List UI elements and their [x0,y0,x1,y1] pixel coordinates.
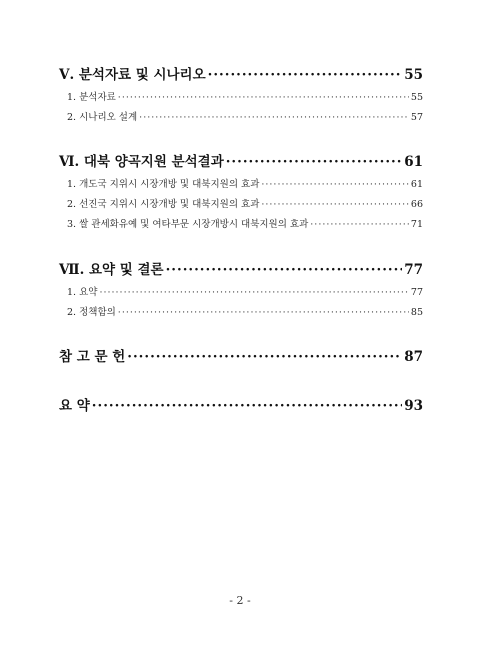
toc-page-number: 66 [410,199,423,210]
toc-item[interactable] [67,196,423,210]
toc-item-title: 2. 시나리오 설계 [67,112,138,123]
dot-leader [127,349,402,365]
toc-page-number: 57 [410,112,423,123]
toc-section-5[interactable] [59,63,423,83]
toc-section-title: Ⅶ. 요약 및 결론 [59,262,164,278]
toc-page-number: 55 [410,92,423,103]
toc-page-number: 93 [404,398,423,414]
toc-section-title: 요 약 [59,398,90,414]
toc-page-number: 61 [404,154,423,170]
dot-leader [261,179,409,190]
toc-item[interactable] [67,216,423,230]
toc-section-7[interactable] [59,258,423,278]
toc-item-title: 2. 정책함의 [67,307,116,318]
dot-leader [310,219,409,230]
toc-section-title: Ⅴ. 분석자료 및 시나리오 [59,67,206,83]
toc-item[interactable] [67,304,423,318]
dot-leader [226,154,402,170]
toc-item[interactable] [67,284,423,298]
toc-section-title: Ⅵ. 대북 양곡지원 분석결과 [59,154,224,170]
dot-leader [139,112,409,123]
page-number: - 2 - [229,594,251,607]
toc-page-number: 87 [404,349,423,365]
toc-item[interactable] [67,89,423,103]
toc-item[interactable] [67,109,423,123]
dot-leader [208,67,403,83]
dot-leader [92,398,402,414]
dot-leader [118,92,409,103]
toc-item-title: 3. 쌀 관세화유예 및 여타부문 시장개방시 대북지원의 효과 [67,219,309,230]
toc-item-title: 2. 선진국 지위시 시장개방 및 대북지원의 효과 [67,199,260,210]
toc-page-number: 71 [410,219,423,230]
toc-page-number: 55 [404,67,423,83]
toc-references[interactable] [59,345,423,365]
toc-page-number: 77 [404,262,423,278]
toc-item-title: 1. 분석자료 [67,92,116,103]
toc-summary[interactable] [59,394,423,414]
dot-leader [99,287,408,298]
toc-item-title: 1. 개도국 지위시 시장개방 및 대북지원의 효과 [67,179,260,190]
dot-leader [166,262,403,278]
dot-leader [261,199,409,210]
page-footer [0,594,480,607]
toc-page-number: 61 [410,179,423,190]
toc-page-number: 85 [410,307,423,318]
toc-item-title: 1. 요약 [67,287,98,298]
dot-leader [118,307,409,318]
toc-section-title: 참 고 문 헌 [59,349,126,365]
toc-item[interactable] [67,176,423,190]
toc-page-number: 77 [410,287,423,298]
toc-section-6[interactable] [59,150,423,170]
